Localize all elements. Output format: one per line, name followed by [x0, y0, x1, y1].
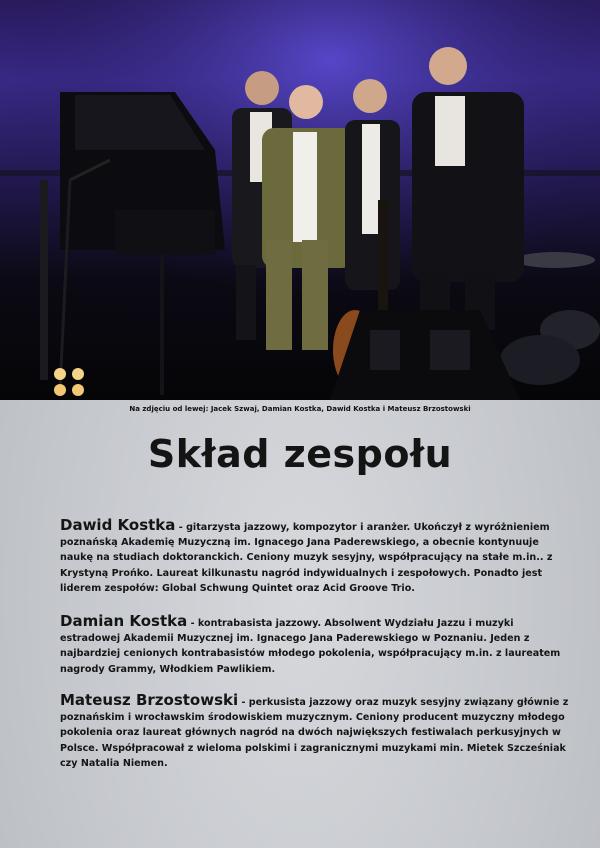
bio-damian-kostka	[60, 614, 570, 677]
stage-illustration	[0, 0, 600, 400]
bio-mateusz-brzostowski	[60, 693, 570, 771]
bio-text: - gitarzysta jazzowy, kompozytor i aranżer. Ukończył z wyróżnieniem poznańską Akademię Muzyczną im. Ignacego Jana Paderewskiego, a obecnie kontynuuje naukę na studiach doktoranckich. Ceniony muzyk sesyjny, współpracujący na stałe m.in.. z Krystyną Prońko. Laureat kilkunastu nagród indywidualnych i zespołowych. Ponadto jest liderem zespołów: Global Schwung Quintet oraz Acid Groove Trio.	[60, 522, 553, 594]
photo-caption: Na zdjęciu od lewej: Jacek Szwaj, Damian Kostka, Dawid Kostka i Mateusz Brzostowski	[129, 405, 471, 413]
bio-text: - kontrabasista jazzowy. Absolwent Wydziału Jazzu i muzyki estradowej Akademii Muzycznej im. Ignacego Jana Paderewskiego w Poznaniu. Jeden z najbardziej cenionych kontrabasistów młodego pokolenia, współpracujący m.in. z laureatem nagrody Grammy, Włodkiem Pawlikiem.	[60, 618, 561, 675]
bio-name: Damian Kostka	[60, 612, 188, 630]
bio-dawid-kostka	[60, 518, 570, 596]
bio-text: - perkusista jazzowy oraz muzyk sesyjny związany głównie z poznańskim i wrocławskim środowiskiem muzycznym. Ceniony producent muzyczny młodego pokolenia oraz laureat głównych nagród na dwóch największych festiwalach perkusyjnych w Polsce. Współpracował z wieloma polskimi i zagranicznymi muzykami min. Mietek Szcześniak czy Natalia Niemen.	[60, 697, 569, 769]
bio-name: Mateusz Brzostowski	[60, 691, 239, 709]
band-photo	[0, 0, 600, 400]
bio-name: Dawid Kostka	[60, 516, 176, 534]
page-title: Skład zespołu	[147, 432, 453, 476]
